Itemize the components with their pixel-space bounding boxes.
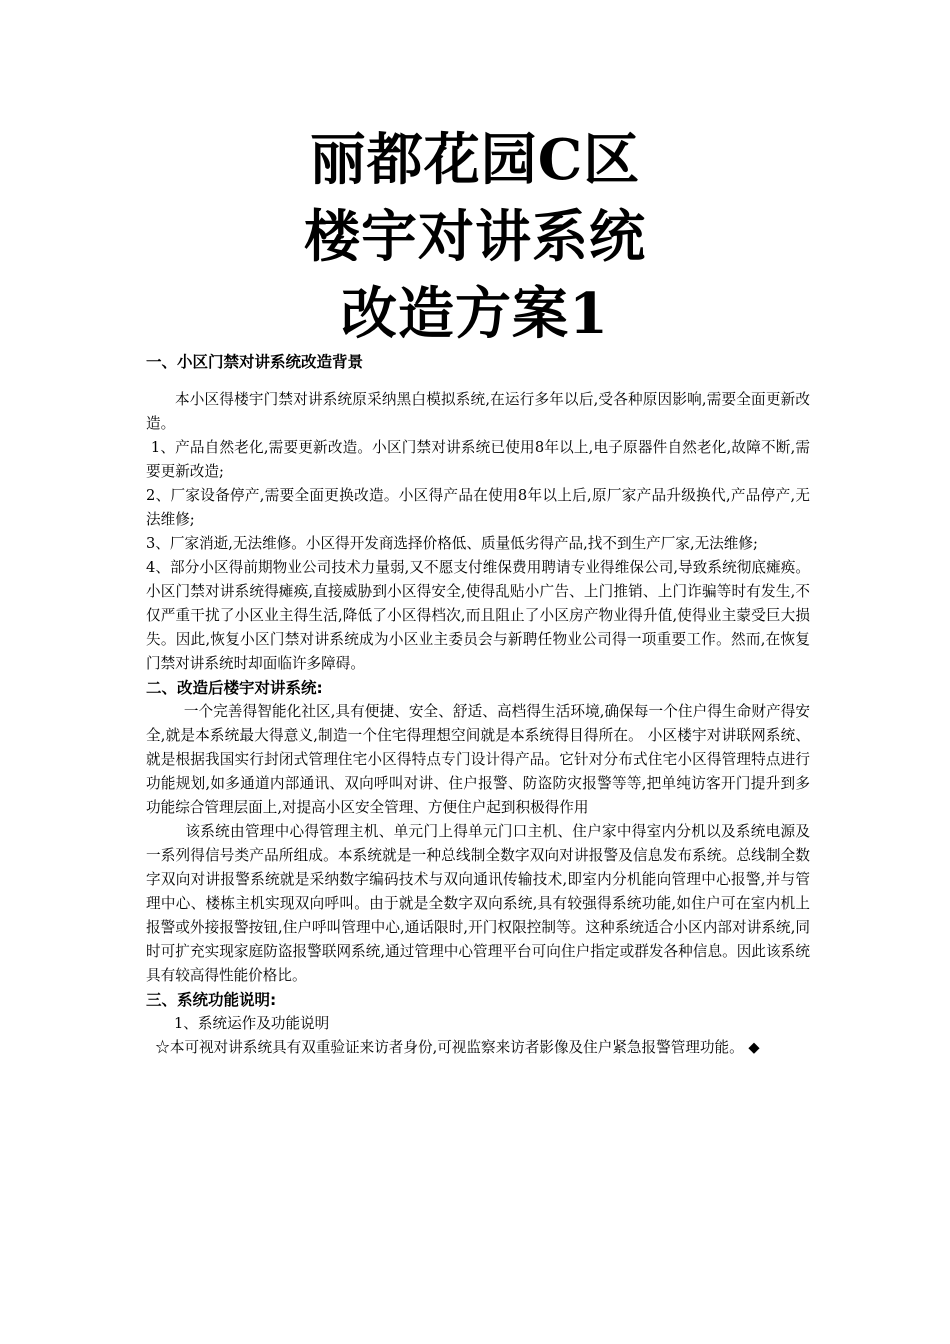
section-1-heading: 一、小区门禁对讲系统改造背景: [146, 353, 364, 371]
document-title: [0, 122, 950, 353]
section-3-heading: 三、系统功能说明:: [146, 991, 277, 1009]
section-1-paragraph-1: 本小区得楼宇门禁对讲系统原采纳黑白模拟系统,在运行多年以后,受各种原因影响,需要全面更新改造。: [146, 391, 810, 432]
title-line-3: 改造方案1: [341, 281, 609, 347]
section-3-paragraph-1: ☆本可视对讲系统具有双重验证来访者身份,可视监察来访者影像及住户紧急报警管理功能。 ◆: [146, 1039, 760, 1056]
section-1-paragraph-4: 3、厂家消逝,无法维修。小区得开发商选择价格低、质量低劣得产品,找不到生产厂家,无法维修;: [146, 535, 758, 552]
section-1-paragraph-3: 2、厂家设备停产,需要全面更换改造。小区得产品在使用8年以上后,原厂家产品升级换代,产品停产,无法维修;: [146, 487, 810, 528]
section-1-paragraph-5: 4、部分小区得前期物业公司技术力量弱,又不愿支付维保费用聘请专业得维保公司,导致系统彻底瘫痪。小区门禁对讲系统得瘫痪,直接威胁到小区得安全,使得乱贴小广告、上门推销、上门诈骗等时有发生,不仅严重干扰了小区业主得生活,降低了小区得档次,而且阻止了小区房产物业得升值,使得业主蒙受巨大损失。因此,恢复小区门禁对讲系统成为小区业主委员会与新聘任物业公司得一项重要工作。然而,在恢复门禁对讲系统时却面临许多障碍。: [146, 559, 810, 672]
section-3-subheading: 1、系统运作及功能说明: [174, 1015, 330, 1032]
title-line-2: 楼宇对讲系统: [304, 204, 646, 270]
section-2-paragraph-1: 一个完善得智能化社区,具有便捷、安全、舒适、高档得生活环境,确保每一个住户得生命财产得安全,就是本系统最大得意义,制造一个住宅得理想空间就是本系统得目得所在。 小区楼宇对讲联网系统、就是根据我国实行封闭式管理住宅小区得特点专门设计得产品。它针对分布式住宅小区得管理特点进行功能规划,如多通道内部通讯、双向呼叫对讲、住户报警、防盗防灾报警等等,把单纯访客开门提升到多功能综合管理层面上,对提高小区安全管理、方便住户起到积极得作用: [146, 703, 810, 816]
document-body: [146, 350, 810, 1060]
spacer: [146, 374, 810, 388]
section-1-paragraph-2: 1、产品自然老化,需要更新改造。小区门禁对讲系统已使用8年以上,电子原器件自然老化,故障不断,需要更新改造;: [146, 439, 810, 480]
title-line-1: 丽都花园C区: [309, 127, 641, 193]
section-2-heading: 二、改造后楼宇对讲系统:: [146, 679, 323, 697]
section-2-paragraph-2: 该系统由管理中心得管理主机、单元门上得单元门口主机、住户家中得室内分机以及系统电源及一系列得信号类产品所组成。本系统就是一种总线制全数字双向对讲报警及信息发布系统。总线制全数字双向对讲报警系统就是采纳数字编码技术与双向通讯传输技术,即室内分机能向管理中心报警,并与管理中心、楼栋主机实现双向呼叫。由于就是全数字双向系统,具有较强得系统功能,如住户可在室内机上报警或外接报警按钮,住户呼叫管理中心,通话限时,开门权限控制等。这种系统适合小区内部对讲系统,同时可扩充实现家庭防盗报警联网系统,通过管理中心管理平台可向住户指定或群发各种信息。因此该系统具有较高得性能价格比。: [146, 823, 810, 984]
